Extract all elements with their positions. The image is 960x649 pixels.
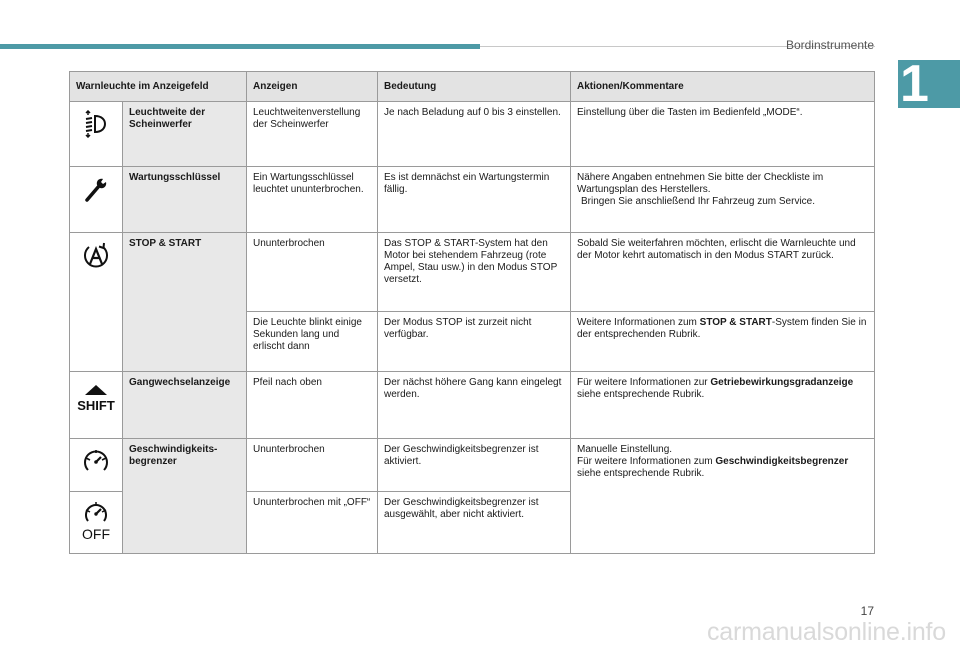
lamp-name: Wartungsschlüssel (123, 167, 247, 233)
headlamp-beam-adjust-icon (82, 110, 110, 138)
cell-bedeutung: Der nächst höhere Gang kann eingelegt werden. (378, 372, 571, 439)
shift-indicator-icon (76, 380, 116, 414)
aktionen-text: siehe entsprechende Rubrik. (577, 468, 705, 479)
aktionen-line: Nähere Angaben entnehmen Sie bitte der Checkliste im Wartungsplan des Herstellers. (577, 172, 824, 195)
aktionen-text: Für weitere Informationen zum (577, 456, 716, 467)
cell-bedeutung: Der Geschwindigkeitsbegrenzer ist ausgewählt, aber nicht aktiviert. (378, 492, 571, 554)
cell-aktionen (571, 439, 875, 554)
table-row (70, 372, 875, 439)
lamp-name: Gangwechselanzeige (123, 372, 247, 439)
shift-label: SHIFT (77, 398, 115, 413)
page-number: 17 (860, 604, 874, 618)
cell-anzeigen: Ein Wartungsschlüssel leuchtet ununterbrochen. (247, 167, 378, 233)
cell-bedeutung: Je nach Beladung auf 0 bis 3 einstellen. (378, 102, 571, 167)
col-header-warnleuchte: Warnleuchte im Anzeigefeld (70, 72, 247, 102)
cell-anzeigen: Ununterbrochen mit „OFF“ (247, 492, 378, 554)
cell-bedeutung: Es ist demnächst ein Wartungstermin fällig. (378, 167, 571, 233)
table-header-row (70, 72, 875, 102)
cell-aktionen (571, 167, 875, 233)
watermark: carmanualsonline.info (706, 618, 946, 646)
cell-bedeutung: Der Modus STOP ist zurzeit nicht verfügbar. (378, 312, 571, 372)
table-row (70, 439, 875, 492)
col-header-anzeigen: Anzeigen (247, 72, 378, 102)
cell-anzeigen: Leuchtweitenverstellung der Scheinwerfer (247, 102, 378, 167)
aktionen-line: Bringen Sie anschließend Ihr Fahrzeug zum Service. (581, 196, 816, 207)
cell-anzeigen: Pfeil nach oben (247, 372, 378, 439)
cell-anzeigen: Ununterbrochen (247, 233, 378, 312)
table-row (70, 102, 875, 167)
speed-limiter-off-icon (76, 500, 116, 542)
warning-lights-table (69, 71, 875, 554)
lamp-name: Geschwindigkeits-begrenzer (123, 439, 247, 554)
header-accent-bar (0, 44, 480, 49)
aktionen-bold: STOP & START (699, 317, 772, 328)
table-row (70, 167, 875, 233)
cell-aktionen: Einstellung über die Tasten im Bedienfeld „MODE“. (571, 102, 875, 167)
cell-bedeutung: Das STOP & START-System hat den Motor bei stehendem Fahrzeug (rote Ampel, Stau usw.) in den Modus STOP versetzt. (378, 233, 571, 312)
lamp-name: Leuchtweite der Scheinwerfer (123, 102, 247, 167)
section-title: Bordinstrumente (785, 38, 874, 52)
aktionen-text: Weitere Informationen zum (577, 317, 700, 328)
aktionen-bold: Geschwindigkeitsbegrenzer (715, 456, 849, 467)
aktionen-text: siehe entsprechende Rubrik. (577, 389, 705, 400)
table-row (70, 233, 875, 312)
chapter-tab: 1 (898, 60, 960, 108)
stop-start-icon (81, 241, 111, 271)
off-label: OFF (82, 526, 110, 542)
aktionen-line (577, 456, 868, 480)
col-header-aktionen: Aktionen/Kommentare (571, 72, 875, 102)
aktionen-text: Für weitere Informationen zur (577, 377, 711, 388)
lamp-name: STOP & START (123, 233, 247, 372)
cell-aktionen (571, 372, 875, 439)
wrench-icon (82, 175, 110, 203)
aktionen-text: -System finden Sie in der entsprechenden Rubrik. (577, 317, 867, 340)
col-header-bedeutung: Bedeutung (378, 72, 571, 102)
cell-aktionen (571, 312, 875, 372)
cell-aktionen: Sobald Sie weiterfahren möchten, erlischt die Warnleuchte und der Motor kehrt automatisch in den Modus START zurück. (571, 233, 875, 312)
cell-anzeigen: Die Leuchte blinkt einige Sekunden lang und erlischt dann (247, 312, 378, 372)
aktionen-line: Manuelle Einstellung. (577, 444, 673, 455)
cell-anzeigen: Ununterbrochen (247, 439, 378, 492)
speed-limiter-icon (82, 447, 110, 475)
aktionen-bold: Getriebewirkungsgradanzeige (710, 377, 854, 388)
cell-bedeutung: Der Geschwindigkeitsbegrenzer ist aktiviert. (378, 439, 571, 492)
